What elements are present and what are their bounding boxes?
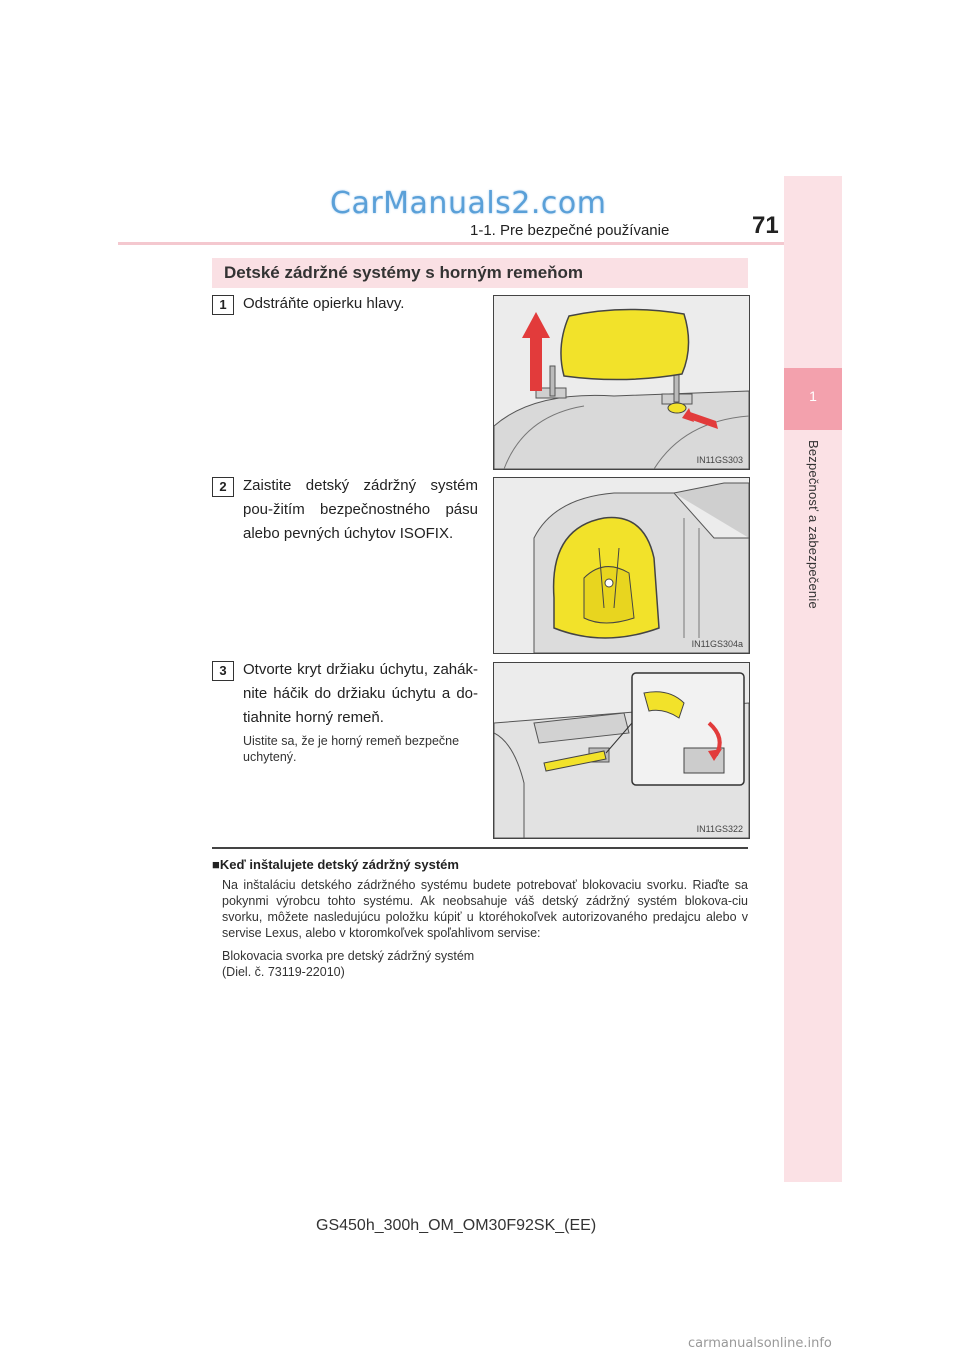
step-text-2: Zaistite detský zádržný systém pou-žitím bezpečnostného pásu alebo pevných úchytov ISOFIX. <box>243 477 478 542</box>
chapter-title: Bezpečnosť a zabezpečenie <box>806 440 821 609</box>
step-number-2: 2 <box>212 477 234 497</box>
section-title: Detské zádržné systémy s horným remeňom <box>224 263 584 282</box>
figure-secure-child-seat <box>493 477 750 654</box>
step-text-3: Otvorte kryt držiaku úchytu, zahák-nite háčik do držiaku úchytu a do-tiahnite horný remeň. <box>243 661 478 726</box>
figure-remove-headrest <box>493 295 750 470</box>
note-part-line1: Blokovacia svorka pre detský zádržný systém <box>222 949 475 963</box>
figure-code: IN11GS303 <box>696 455 743 465</box>
chapter-number: 1 <box>809 388 817 404</box>
figure-code: IN11GS304a <box>691 639 743 649</box>
watermark-carmanuals2: CarManuals2.com <box>330 186 607 221</box>
page-number: 71 <box>752 212 779 239</box>
chapter-sidebar <box>784 176 842 1182</box>
step-number-3: 3 <box>212 661 234 681</box>
header-rule <box>118 242 840 245</box>
top-strap-illustration <box>494 663 749 838</box>
figure-code: IN11GS322 <box>696 824 743 834</box>
step-number-1: 1 <box>212 295 234 315</box>
header-section-title: 1-1. Pre bezpečné používanie <box>470 222 670 239</box>
note-part-line2: (Diel. č. 73119-22010) <box>222 965 345 979</box>
note-body: Na inštaláciu detského zádržného systému budete potrebovať blokovaciu svorku. Riaďte sa pokynmi výrobcu tohto systému. Ak neobsahuje váš detský zádržný systém blokova-ciu svorku, môžete nasledujúcu položku kúpiť u ktoréhokoľvek autorizovaného predajcu alebo v servise Lexus, alebo v ktoromkoľvek spoľahlivom servise: <box>222 878 748 940</box>
footer-doc-code: GS450h_300h_OM_OM30F92SK_(EE) <box>316 1217 597 1234</box>
child-seat-illustration <box>494 478 749 653</box>
headrest-illustration <box>494 296 749 469</box>
figure-attach-top-strap <box>493 662 750 839</box>
note-divider <box>212 847 748 849</box>
step-note-3: Uistite sa, že je horný remeň bezpečne uchytený. <box>243 734 460 764</box>
step-text-1: Odstráňte opierku hlavy. <box>243 295 405 312</box>
note-title: ■Keď inštalujete detský zádržný systém <box>212 857 459 872</box>
watermark-carmanualsonline: carmanualsonline.info <box>688 1336 832 1351</box>
